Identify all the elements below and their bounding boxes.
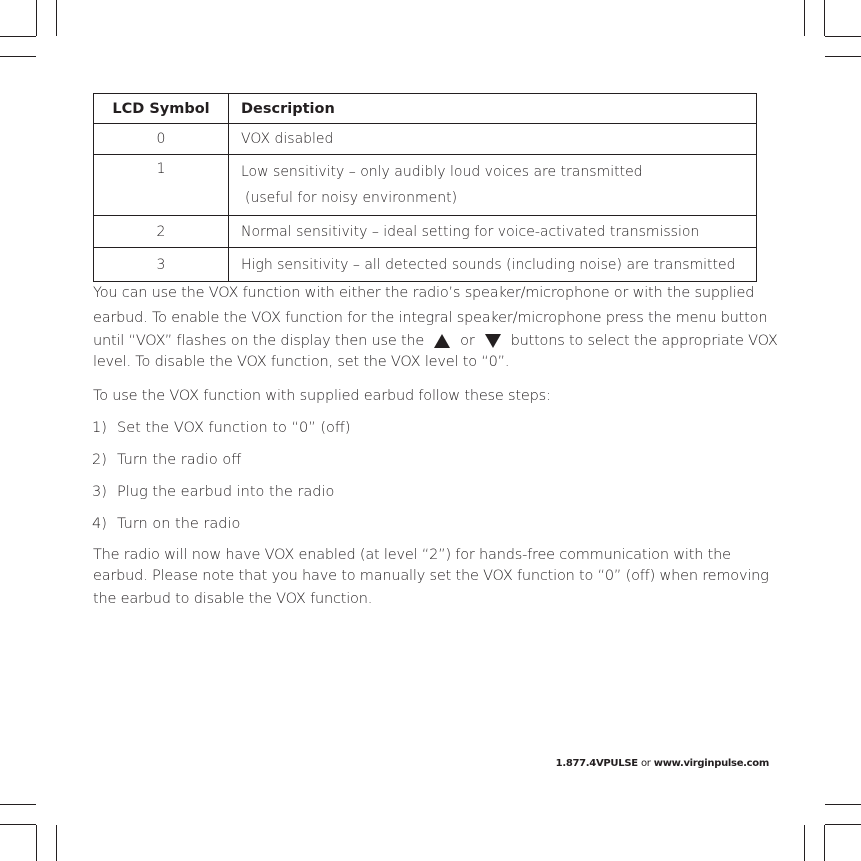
header-description: Description (229, 94, 757, 124)
footer-or: or (640, 758, 651, 769)
step-number: 2) (92, 452, 107, 468)
table-row (94, 124, 757, 155)
list-item (92, 516, 240, 532)
footer-phone: 1.877.4VPULSE (555, 758, 638, 769)
crop-mark (804, 825, 805, 861)
crop-mark (825, 824, 861, 825)
closing-line: The radio will now have VOX enabled (at level “2”) for hands-free communication with the (93, 547, 731, 563)
step-number: 3) (92, 484, 107, 500)
footer-contact (556, 758, 769, 769)
list-item (92, 420, 351, 436)
closing-line: earbud. Please note that you have to manually set the VOX function to “0” (off) when removing (93, 568, 769, 584)
step-number: 1) (92, 420, 107, 436)
crop-mark (0, 824, 36, 825)
crop-mark (825, 36, 861, 37)
crop-mark (56, 825, 57, 861)
crop-mark (824, 0, 825, 36)
intro-line: You can use the VOX function with either the radio’s speaker/microphone or with the supplied (93, 285, 755, 301)
lcd-symbol-cell: 3 (94, 248, 229, 282)
crop-mark (36, 0, 37, 36)
description-cell: Normal sensitivity – ideal setting for voice-activated transmission (229, 216, 757, 248)
table-row (94, 216, 757, 248)
header-lcd-symbol: LCD Symbol (94, 94, 229, 124)
vox-level-table (93, 93, 757, 282)
description-cell (229, 155, 757, 216)
step-text: Set the VOX function to “0” (off) (117, 420, 351, 436)
down-triangle-icon (485, 334, 501, 348)
crop-mark (825, 804, 861, 805)
crop-mark (36, 825, 37, 861)
table-header-row (94, 94, 757, 124)
crop-mark (825, 56, 861, 57)
crop-mark (56, 0, 57, 36)
intro-line: earbud. To enable the VOX function for the integral speaker/microphone press the menu button (93, 310, 768, 326)
up-triangle-icon (434, 334, 450, 348)
list-item (92, 484, 334, 500)
crop-mark (804, 0, 805, 36)
step-number: 4) (92, 516, 107, 532)
footer-website[interactable]: www.virginpulse.com (653, 758, 769, 769)
intro-text: until “VOX” flashes on the display then use the (93, 333, 425, 349)
description-line: (useful for noisy environment) (245, 190, 458, 206)
intro-text: buttons to select the appropriate VOX (510, 333, 778, 349)
intro-line (93, 333, 778, 349)
intro-text: or (460, 333, 475, 349)
table-row (94, 155, 757, 216)
description-cell: VOX disabled (229, 124, 757, 155)
step-text: Turn the radio off (117, 452, 242, 468)
step-text: Turn on the radio (117, 516, 241, 532)
crop-mark (0, 804, 36, 805)
lcd-symbol-cell: 0 (94, 124, 229, 155)
intro-line: level. To disable the VOX function, set the VOX level to “0”. (93, 354, 510, 370)
steps-intro: To use the VOX function with supplied earbud follow these steps: (93, 388, 551, 404)
crop-mark (0, 56, 36, 57)
table-row (94, 248, 757, 282)
crop-mark (0, 36, 36, 37)
crop-mark (824, 825, 825, 861)
description-cell: High sensitivity – all detected sounds (including noise) are transmitted (229, 248, 757, 282)
list-item (92, 452, 241, 468)
lcd-symbol-cell: 2 (94, 216, 229, 248)
lcd-symbol-cell: 1 (94, 155, 229, 216)
description-line: Low sensitivity – only audibly loud voices are transmitted (241, 164, 643, 180)
closing-line: the earbud to disable the VOX function. (93, 591, 373, 607)
step-text: Plug the earbud into the radio (117, 484, 335, 500)
